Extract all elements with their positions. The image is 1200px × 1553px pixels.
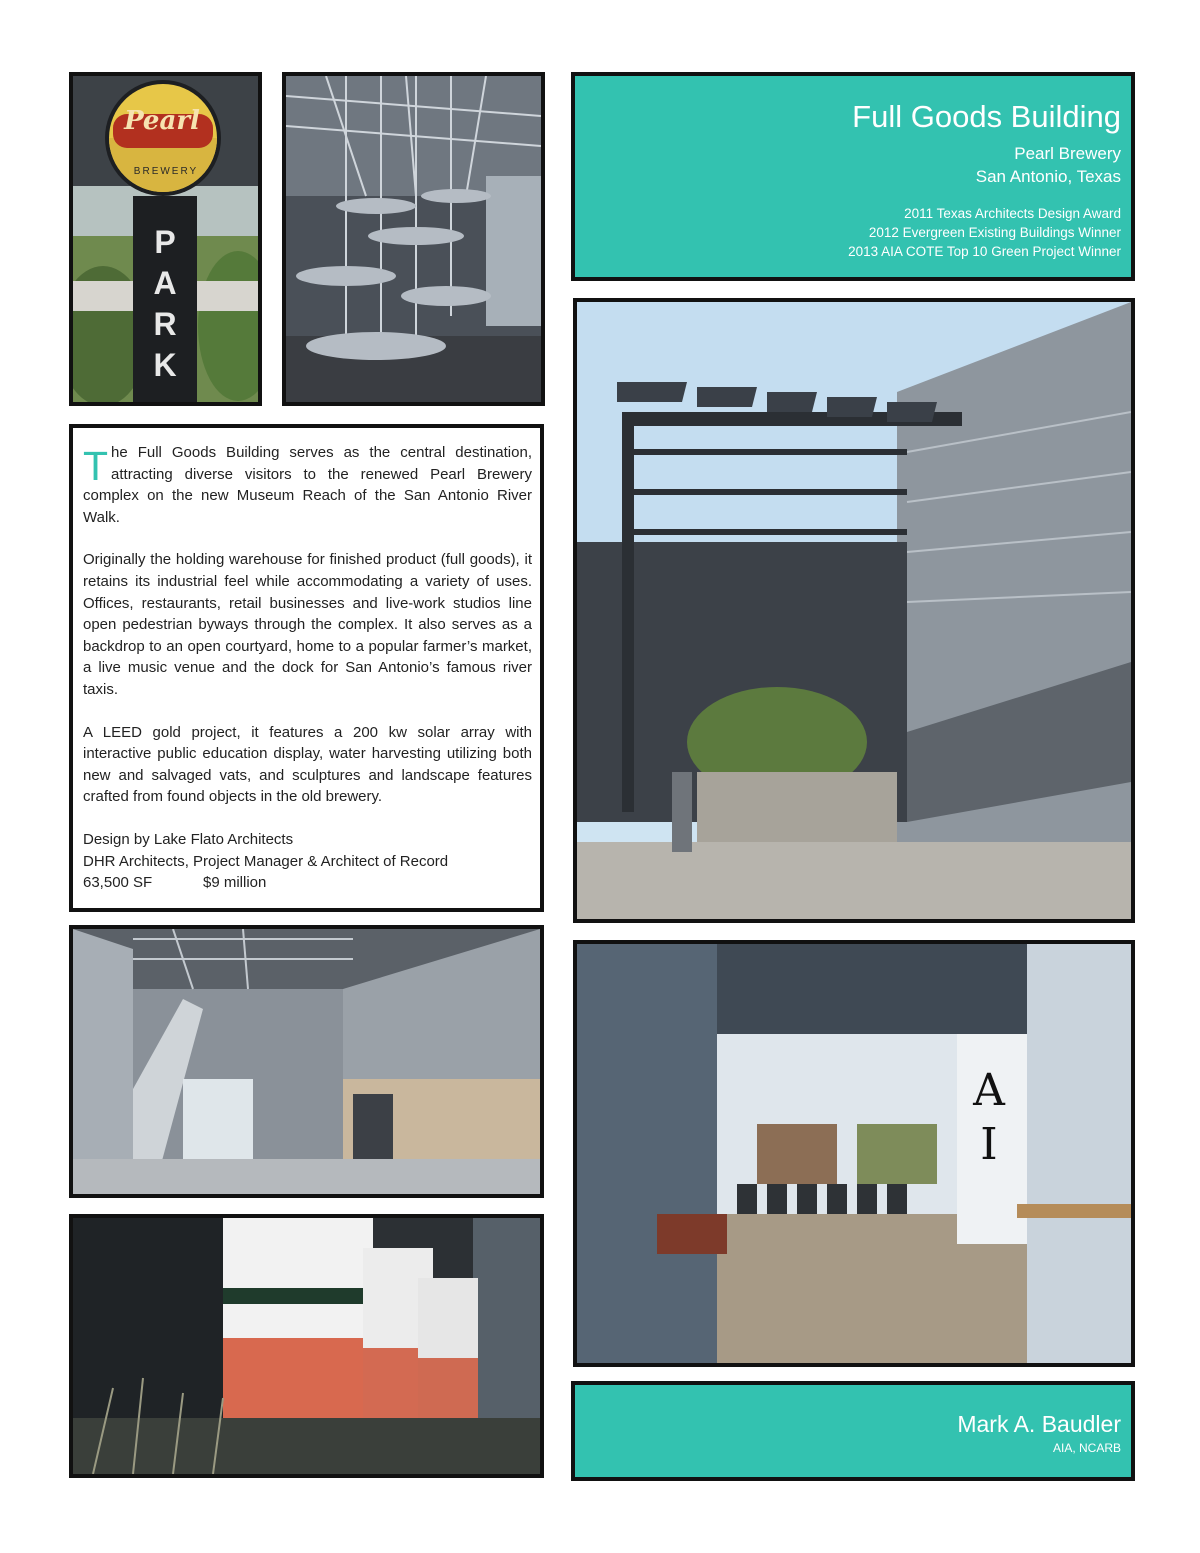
location-line2: San Antonio, Texas bbox=[975, 167, 1121, 186]
awards-list bbox=[575, 204, 1121, 261]
author-name: Mark A. Baudler bbox=[957, 1411, 1121, 1437]
building-title: Full Goods Building bbox=[852, 99, 1121, 134]
photo-atrium-disc-sculpture bbox=[282, 72, 545, 406]
description-paragraph-1 bbox=[83, 442, 532, 528]
room-sign-letter: A bbox=[973, 1065, 1005, 1116]
sign-letter: K bbox=[153, 347, 177, 383]
photo-pearl-park-sign bbox=[69, 72, 262, 406]
paragraph-1-text: he Full Goods Building serves as the central destination, attracting diverse visitors to the renewed Pearl Brewery complex on the new Museum Reach of the San Antonio River Walk. bbox=[83, 444, 532, 526]
credit-record: DHR Architects, Project Manager & Architect of Record bbox=[83, 852, 449, 870]
credits-block bbox=[83, 829, 532, 894]
sign-letter: A bbox=[153, 265, 177, 301]
description-paragraph-3: A LEED gold project, it features a 200 kw solar array with interactive public education display, water harvesting utilizing both new and salvaged vats, and sculptures and landscape features crafted from found objects in the old brewery. bbox=[83, 723, 532, 806]
award-item: 2012 Evergreen Existing Buildings Winner bbox=[868, 225, 1121, 240]
sign-brewery-text: BREWERY bbox=[133, 166, 199, 177]
title-panel bbox=[571, 72, 1135, 281]
description-panel bbox=[69, 424, 544, 912]
photo-water-vats bbox=[69, 1214, 544, 1478]
award-item: 2011 Texas Architects Design Award bbox=[904, 206, 1121, 221]
author-panel bbox=[571, 1381, 1135, 1481]
room-sign-letter: I bbox=[980, 1119, 998, 1170]
sign-letter: R bbox=[153, 306, 177, 342]
credit-design: Design by Lake Flato Architects bbox=[83, 830, 294, 848]
description-paragraph-2: Originally the holding warehouse for finished product (full goods), it retains its industrial feel while accommodating a variety of uses. Offices, restaurants, retail businesses and live-work studios line open pedestrian byways through the complex. It also serves as a backdrop to an open courtyard, home to a popular farmer’s market, a live music venue and the dock for San Antonio’s famous river taxis. bbox=[83, 551, 532, 698]
project-cost: $9 million bbox=[203, 874, 267, 892]
sign-script-text: Pearl bbox=[124, 106, 200, 136]
project-stats bbox=[83, 872, 532, 894]
award-item: 2013 AIA COTE Top 10 Green Project Winner bbox=[848, 244, 1121, 259]
author-credentials: AIA, NCARB bbox=[1052, 1441, 1121, 1455]
project-area: 63,500 SF bbox=[83, 874, 153, 892]
room-sign bbox=[965, 1064, 1013, 1172]
photo-exterior-solar-canopy bbox=[573, 298, 1135, 923]
sign-letter: P bbox=[154, 224, 176, 260]
sign-park-letters bbox=[133, 222, 197, 386]
photo-meeting-room bbox=[573, 940, 1135, 1367]
photo-interior-corridor bbox=[69, 925, 544, 1198]
location-line1: Pearl Brewery bbox=[1014, 144, 1121, 163]
drop-cap: T bbox=[83, 443, 109, 489]
